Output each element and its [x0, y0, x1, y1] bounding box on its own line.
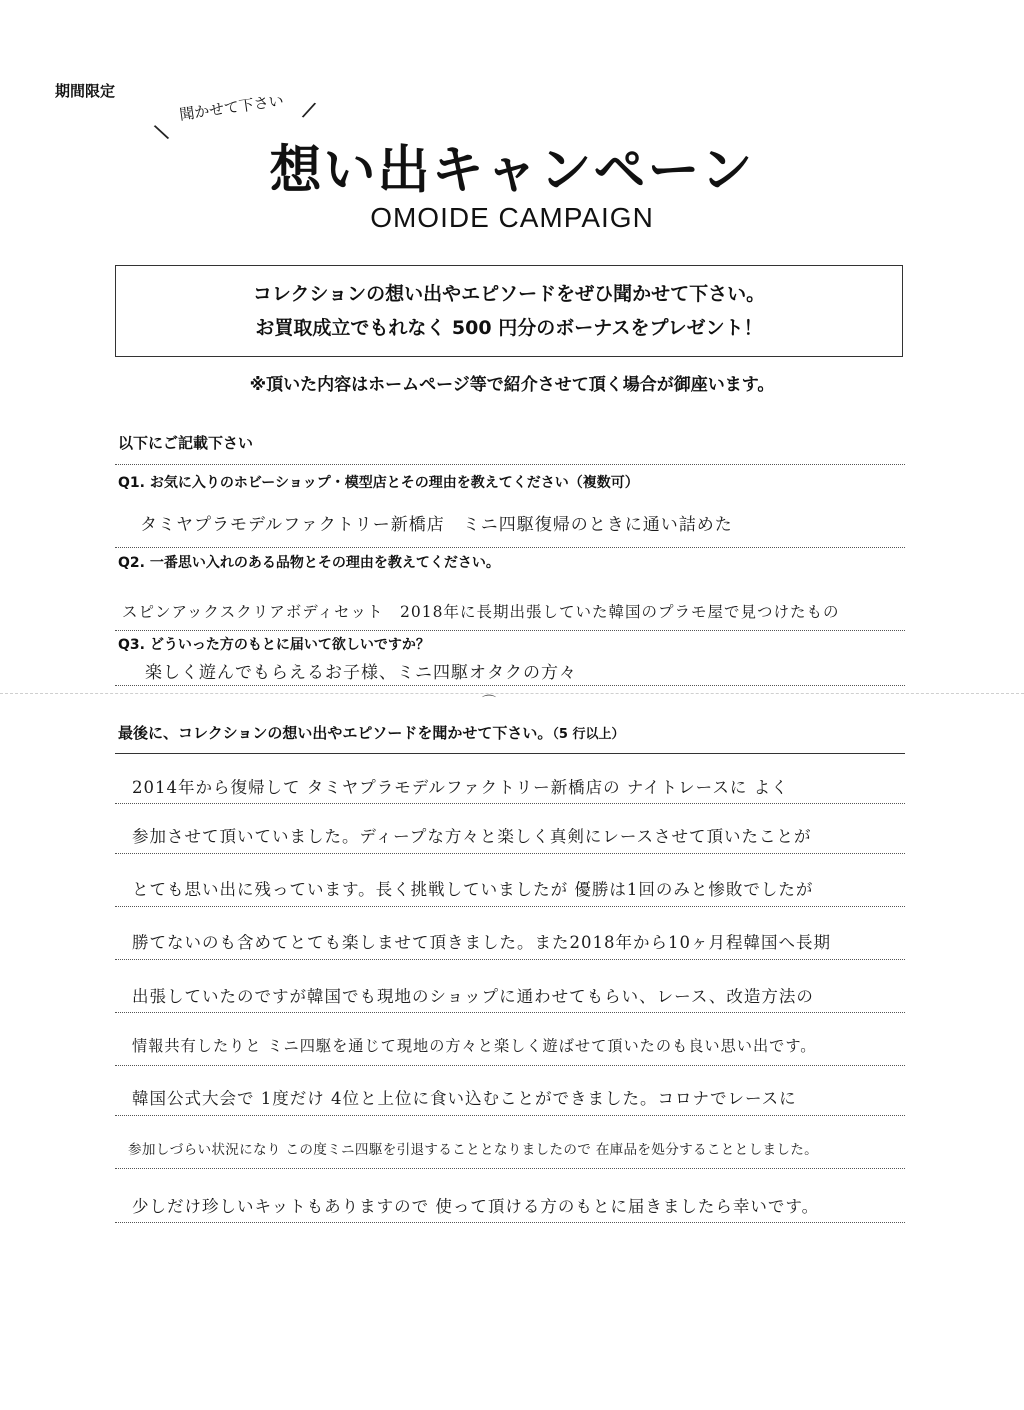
episode-heading [118, 722, 624, 743]
q1-answer: タミヤプラモデルファクトリー新橋店 ミニ四駆復帰のときに通い詰めた [140, 515, 733, 535]
divider [115, 906, 905, 907]
divider [115, 1065, 905, 1066]
episode-line: 2014年から復帰して タミヤプラモデルファクトリー新橋店の ナイトレースに よく [132, 778, 789, 797]
divider [115, 1012, 905, 1013]
limited-time-label: 期間限定 [55, 82, 116, 100]
q3-answer: 楽しく遊んでもらえるお子様、ミニ四駆オタクの方々 [145, 663, 577, 683]
notice-text: ※頂いた内容はホームページ等で紹介させて頂く場合が御座います。 [249, 375, 775, 395]
episode-line: 勝てないのも含めてとても楽しませて頂きました。また2018年から10ヶ月程韓国へ長期 [132, 933, 831, 952]
intro-line-1: コレクションの想い出やエピソードをぜひ聞かせて下さい。 [252, 283, 766, 305]
q2-label: Q2. 一番思い入れのある品物とその理由を教えてください。 [118, 555, 500, 571]
divider [115, 1222, 905, 1223]
section-heading: 以下にご記載下さい [118, 434, 254, 452]
q2-answer: スピンアックスクリアボディセット 2018年に長期出張していた韓国のプラモ屋で見つけたもの [122, 603, 840, 621]
divider [115, 959, 905, 960]
episode-line: 参加させて頂いていました。ディープな方々と楽しく真剣にレースさせて頂いたことが [132, 827, 812, 846]
slash-right-decoration: / [300, 97, 318, 124]
q1-label: Q1. お気に入りのホビーショップ・模型店とその理由を教えてください（複数可） [118, 475, 639, 491]
episode-line: 少しだけ珍しいキットもありますので 使って頂ける方のもとに届きましたら幸いです。 [132, 1197, 820, 1216]
episode-heading-text: 最後に、コレクションの想い出やエピソードを聞かせて下さい。 [118, 724, 553, 742]
episode-line: とても思い出に残っています。長く挑戦していましたが 優勝は1回のみと惨敗でしたが [132, 880, 814, 899]
fold-mark: ⌒ [482, 695, 496, 711]
divider [115, 547, 905, 548]
divider [115, 630, 905, 631]
episode-line: 情報共有したりと ミニ四駆を通じて現地の方々と楽しく遊ばせて頂いたのも良い思い出です。 [132, 1037, 817, 1055]
slash-left-decoration: \ [152, 119, 172, 146]
divider [115, 464, 905, 465]
divider [115, 1168, 905, 1169]
episode-top-rule [115, 753, 905, 754]
episode-line: 出張していたのですが韓国でも現地のショップに通わせてもらい、レース、改造方法の [132, 987, 814, 1006]
episode-line: 韓国公式大会で 1度だけ 4位と上位に食い込むことができました。コロナでレースに [132, 1089, 797, 1108]
divider [115, 853, 905, 854]
divider [115, 1115, 905, 1116]
intro-box [115, 265, 903, 357]
divider [115, 685, 905, 686]
page-subtitle: OMOIDE CAMPAIGN [370, 202, 654, 233]
intro-line-2: お買取成立でもれなく 500 円分のボーナスをプレゼント！ [255, 317, 763, 339]
episode-line: 参加しづらい状況になり この度ミニ四駆を引退することとなりましたので 在庫品を処分することとしました。 [128, 1142, 819, 1158]
catchphrase: 聞かせて下さい [178, 91, 285, 124]
q3-label: Q3. どういった方のもとに届いて欲しいですか？ [118, 637, 430, 653]
divider [115, 803, 905, 804]
episode-note: （5 行以上） [552, 727, 625, 742]
page-title: 想い出キャンペーン [269, 141, 755, 201]
paper-fold-line [0, 693, 1024, 694]
